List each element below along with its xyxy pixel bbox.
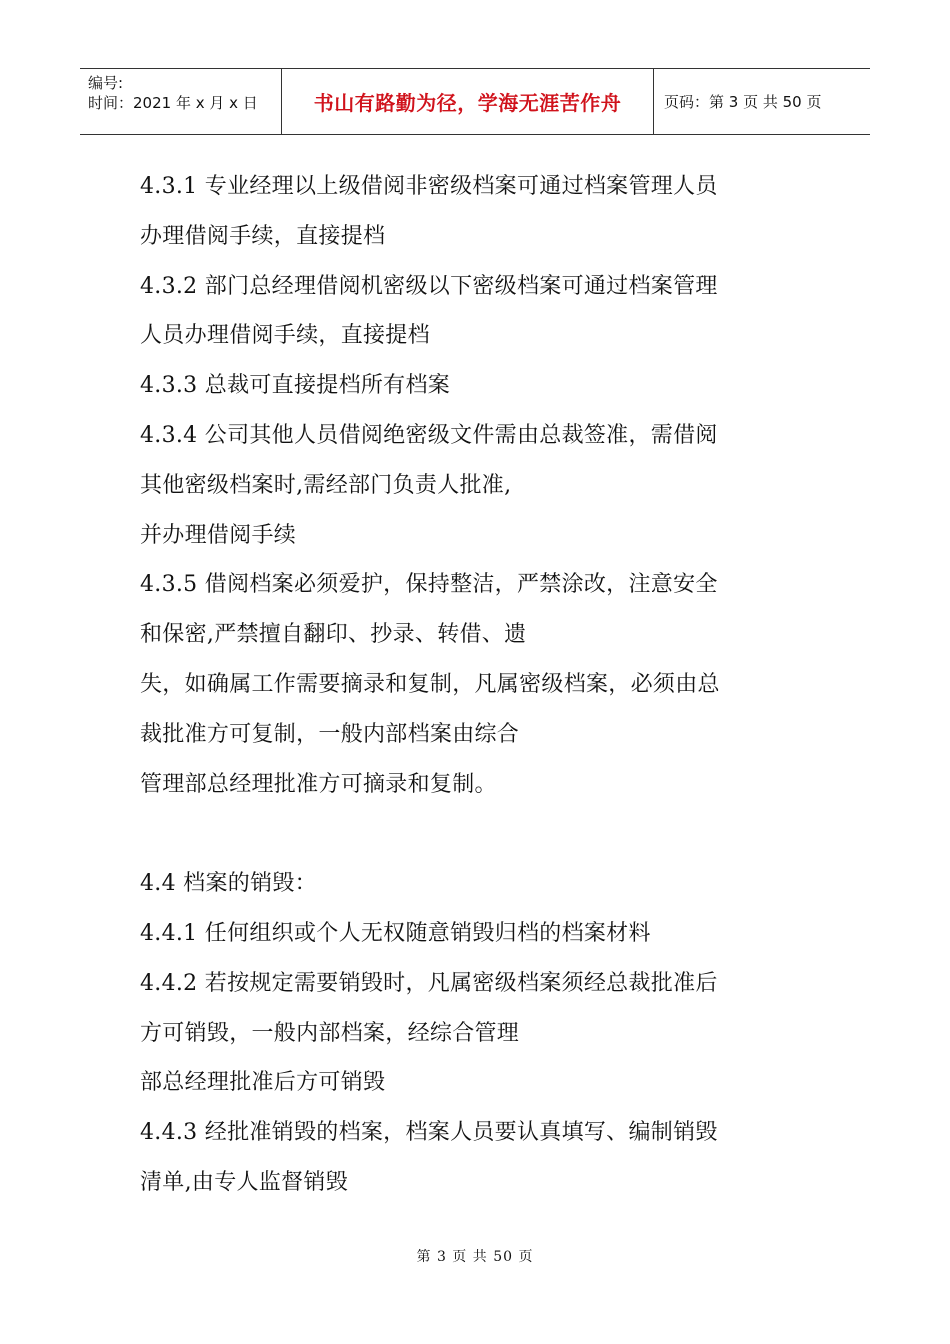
- body-line: 4.3.2 部门总经理借阅机密级以下密级档案可通过档案管理: [140, 273, 718, 299]
- body-line: 4.4.1 任何组织或个人无权随意销毁归档的档案材料: [140, 920, 651, 946]
- body-line: 清单,由专人监督销毁: [140, 1169, 348, 1195]
- document-body: [140, 162, 820, 1208]
- body-line: 4.4.2 若按规定需要销毁时，凡属密级档案须经总裁批准后: [140, 970, 718, 996]
- body-line: 方可销毁，一般内部档案，经综合管理: [140, 1020, 520, 1046]
- body-line: 其他密级档案时,需经部门负责人批准,: [140, 472, 512, 498]
- section-heading: 4.4 档案的销毁：: [140, 871, 317, 897]
- document-time: 时间：2021 年 x 月 x 日: [88, 94, 258, 112]
- body-line: 4.3.3 总裁可直接提档所有档案: [140, 373, 451, 399]
- body-line: 管理部总经理批准方可摘录和复制。: [140, 771, 497, 797]
- header-meta: [80, 69, 282, 134]
- page-header: [80, 68, 870, 135]
- body-line: 4.4.3 经批准销毁的档案，档案人员要认真填写、编制销毁: [140, 1120, 718, 1146]
- header-page-info: 页码：第 3 页 共 50 页: [664, 93, 822, 111]
- body-line: 办理借阅手续，直接提档: [140, 223, 386, 249]
- document-number-label: 编号:: [88, 74, 124, 92]
- body-line: 失，如确属工作需要摘录和复制，凡属密级档案，必须由总: [140, 671, 720, 697]
- body-line: 4.3.4 公司其他人员借阅绝密级文件需由总裁签准，需借阅: [140, 422, 718, 448]
- body-line: 部总经理批准后方可销毁: [140, 1070, 386, 1096]
- header-motto: 书山有路勤为径，学海无涯苦作舟: [282, 69, 654, 134]
- body-line: 4.3.5 借阅档案必须爱护，保持整洁，严禁涂改，注意安全: [140, 572, 718, 598]
- body-line: 人员办理借阅手续，直接提档: [140, 323, 430, 349]
- body-line: 并办理借阅手续: [140, 522, 297, 548]
- paragraph-gap: [140, 809, 820, 859]
- body-line: 裁批准方可复制，一般内部档案由综合: [140, 721, 520, 747]
- page-footer: 第 3 页 共 50 页: [416, 1249, 534, 1265]
- body-line: 和保密,严禁擅自翻印、抄录、转借、遗: [140, 622, 527, 648]
- body-line: 4.3.1 专业经理以上级借阅非密级档案可通过档案管理人员: [140, 174, 718, 199]
